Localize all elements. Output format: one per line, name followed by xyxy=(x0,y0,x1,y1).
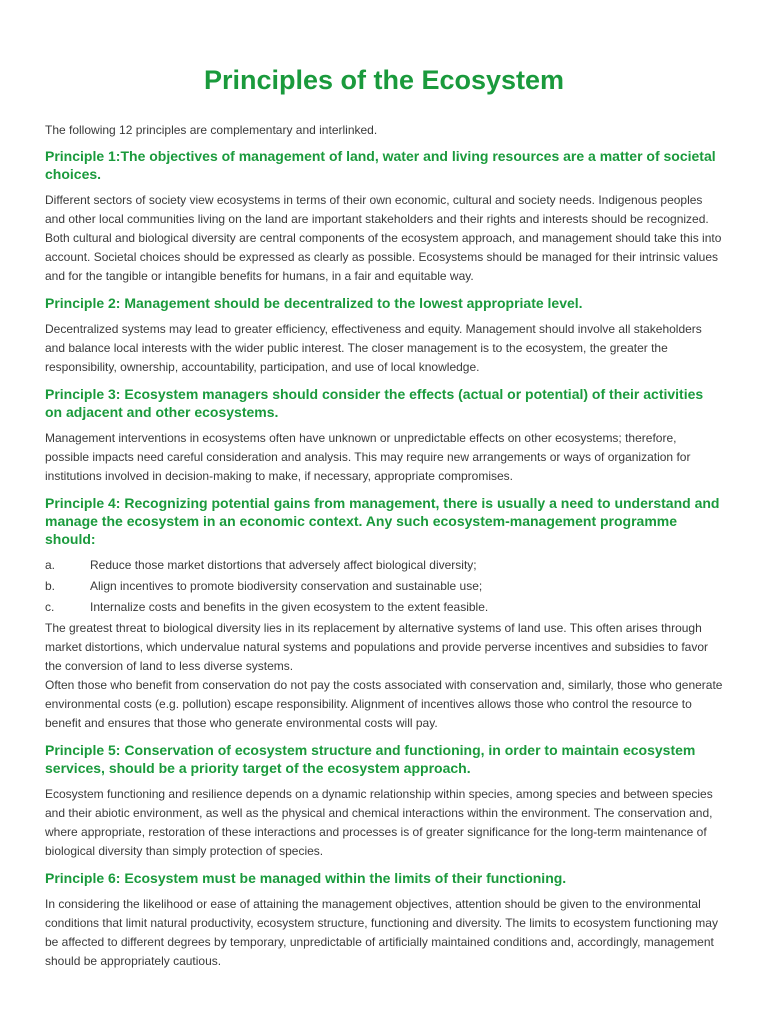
list-marker: b. xyxy=(45,579,56,593)
principle-4 xyxy=(45,494,723,733)
principle-2 xyxy=(45,294,723,377)
principle-body: In considering the likelihood or ease of attaining the management objectives, attention should be given to the environmental conditions that limit natural productivity, ecosystem structure, functioning and diversity. The limits to ecosystem functioning may be affected to different degrees by temporary, unpredictable of artificially maintained conditions and, accordingly, management should be appropriately cautious. xyxy=(45,897,718,968)
list-item xyxy=(45,598,723,617)
principle-body: The greatest threat to biological diversity lies in its replacement by alternative systems of land use. This often arises through market distortions, which undervalue natural systems and populations and provide perverse incentives and subsidies to favor the conversion of land to less diverse systems. xyxy=(45,621,709,673)
principle-heading: Principle 1:The objectives of management of land, water and living resources are a matter of societal choices. xyxy=(45,148,716,182)
list-item-text: Internalize costs and benefits in the given ecosystem to the extent feasible. xyxy=(90,600,489,614)
principle-6 xyxy=(45,869,723,971)
list-marker: a. xyxy=(45,558,56,572)
principle-body-continued: Often those who benefit from conservation do not pay the costs associated with conservation and, similarly, those who generate environmental costs (e.g. pollution) escape responsibility. Alignment of incentives allows those who control the resource to benefit and ensures that those who generate environmental costs will pay. xyxy=(45,678,723,730)
list-item-text: Align incentives to promote biodiversity conservation and sustainable use; xyxy=(90,579,483,593)
list-item xyxy=(45,556,723,575)
principle-3 xyxy=(45,385,723,486)
list-item xyxy=(45,577,723,596)
principle-list xyxy=(45,556,723,617)
principle-heading: Principle 6: Ecosystem must be managed within the limits of their functioning. xyxy=(45,870,567,886)
list-marker: c. xyxy=(45,600,55,614)
principle-body: Ecosystem functioning and resilience depends on a dynamic relationship within species, among species and between species and their abiotic environment, as well as the physical and chemical interactions within the environment. The conservation and, where appropriate, restoration of these interactions and processes is of greater significance for the long-term maintenance of biological diversity than simply protection of species. xyxy=(45,787,713,858)
principle-heading: Principle 5: Conservation of ecosystem structure and functioning, in order to maintain ecosystem services, should be a priority target of the ecosystem approach. xyxy=(45,742,696,776)
intro-text: The following 12 principles are complementary and interlinked. xyxy=(45,123,378,137)
principle-heading: Principle 2: Management should be decentralized to the lowest appropriate level. xyxy=(45,295,583,311)
principle-1 xyxy=(45,147,723,286)
principle-heading: Principle 3: Ecosystem managers should consider the effects (actual or potential) of their activities on adjacent and other ecosystems. xyxy=(45,386,704,420)
principle-body: Management interventions in ecosystems often have unknown or unpredictable effects on other ecosystems; therefore, possible impacts need careful consideration and analysis. This may require new arrangements or ways of organization for institutions involved in decision-making to make, if necessary, appropriate compromises. xyxy=(45,431,691,483)
list-item-text: Reduce those market distortions that adversely affect biological diversity; xyxy=(90,558,477,572)
principle-body: Decentralized systems may lead to greater efficiency, effectiveness and equity. Management should involve all stakeholders and balance local interests with the wider public interest. The closer management is to the ecosystem, the greater the responsibility, ownership, accountability, participation, and use of local knowledge. xyxy=(45,322,702,374)
page-title: Principles of the Ecosystem xyxy=(203,65,565,95)
principle-heading: Principle 4: Recognizing potential gains from management, there is usually a need to understand and manage the ecosystem in an economic context. Any such ecosystem-management programme should: xyxy=(45,495,720,547)
principle-body: Different sectors of society view ecosystems in terms of their own economic, cultural and society needs. Indigenous peoples and other local communities living on the land are important stakeholders and their rights and interests should be recognized. Both cultural and biological diversity are central components of the ecosystem approach, and management should take this into account. Societal choices should be expressed as clearly as possible. Ecosystems should be managed for their intrinsic values and for the tangible or intangible benefits for humans, in a fair and equitable way. xyxy=(45,193,722,283)
principle-5 xyxy=(45,741,723,861)
